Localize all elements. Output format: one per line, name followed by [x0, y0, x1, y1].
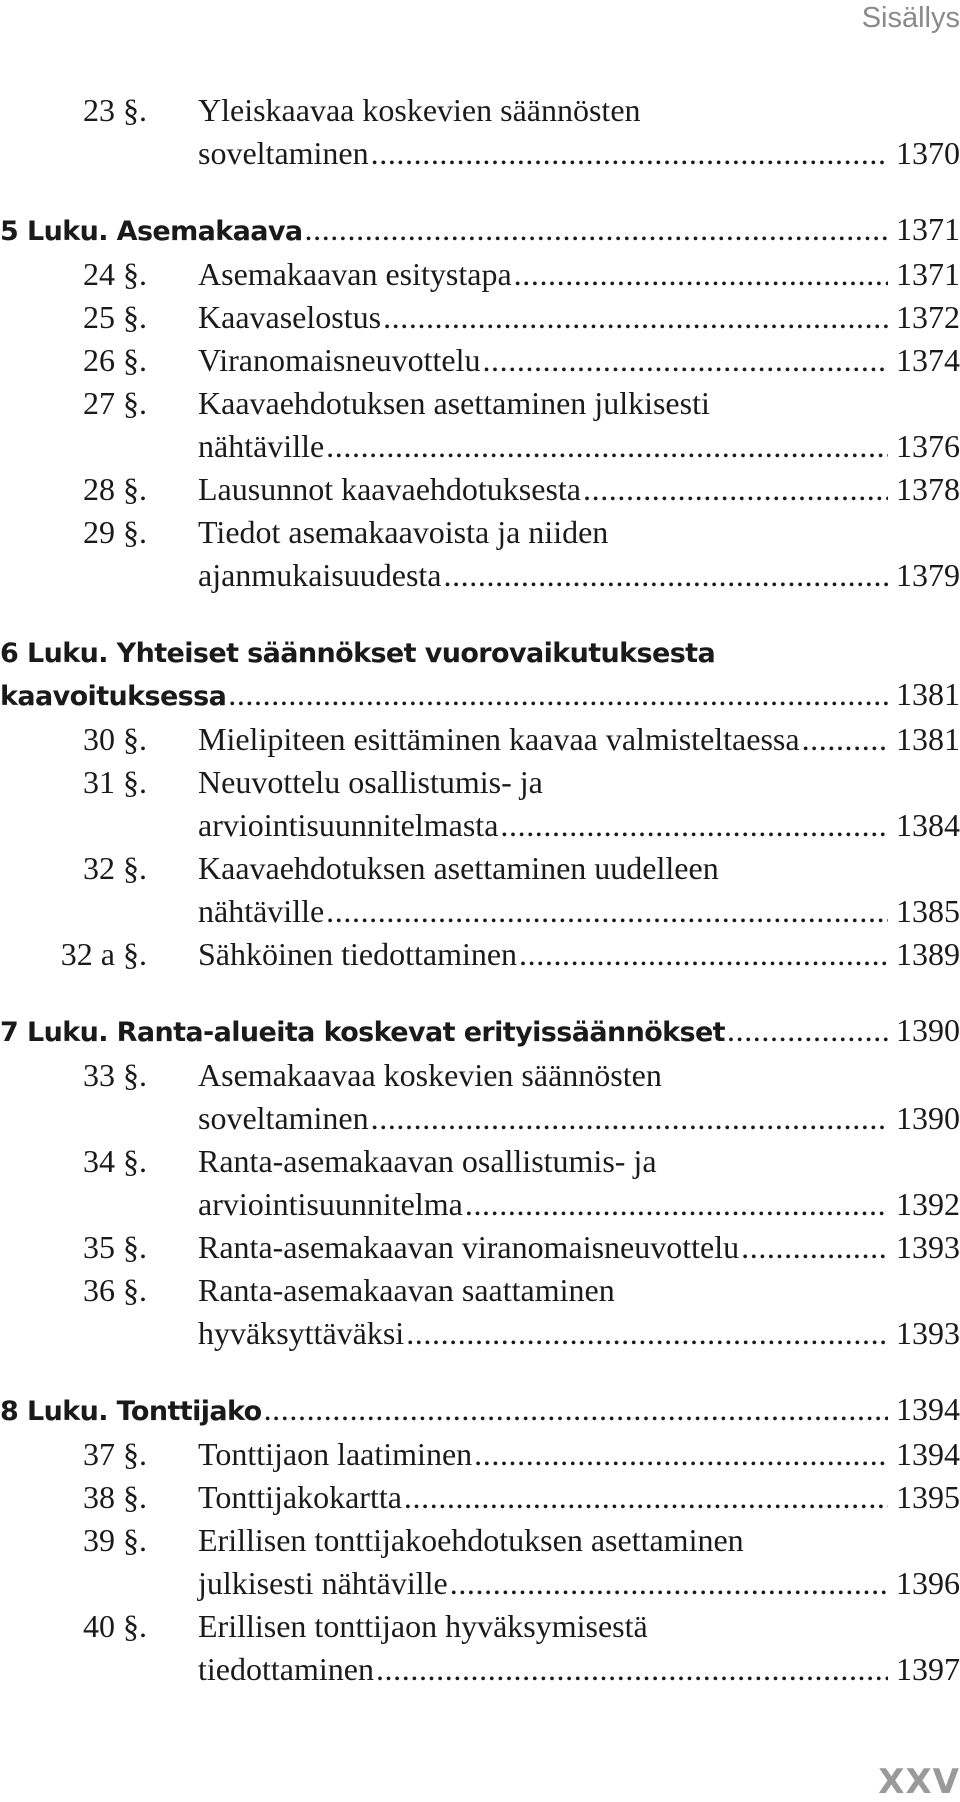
- section-title: Yleiskaavaa koskevien säännösten: [198, 92, 641, 128]
- toc-entry-34-cont[interactable]: [0, 1183, 960, 1226]
- section-title: Tonttijakokartta: [198, 1479, 402, 1515]
- dot-leader: [404, 1476, 888, 1519]
- section-title: Tonttijaon laatiminen: [198, 1436, 473, 1472]
- page-number: 1381: [896, 721, 960, 757]
- dot-leader: [500, 804, 888, 847]
- section-number: 23 §.: [83, 92, 147, 128]
- section-number: 32 §.: [83, 850, 147, 886]
- toc-entry-24[interactable]: [0, 253, 960, 296]
- page-number: 1371: [896, 211, 960, 247]
- table-of-contents: [0, 89, 960, 1691]
- section-number: 33 §.: [83, 1057, 147, 1093]
- section-title: Asemakaavaa koskevien säännösten: [198, 1057, 662, 1093]
- toc-entry-25[interactable]: [0, 296, 960, 339]
- section-title: Ranta-asemakaavan osallistumis- ja: [198, 1143, 657, 1179]
- page-number: 1393: [896, 1229, 960, 1265]
- dot-leader: [514, 253, 888, 296]
- section-title-cont: nähtäville: [198, 893, 325, 929]
- page-number: 1381: [896, 676, 960, 712]
- section-title: Asemakaavan esitystapa: [198, 256, 512, 292]
- section-title: Ranta-asemakaavan viranomaisneuvottelu: [198, 1229, 740, 1265]
- dot-leader: [371, 1097, 888, 1140]
- section-title: Kaavaehdotuksen asettaminen julkisesti: [198, 385, 710, 421]
- page-number: 1393: [896, 1315, 960, 1351]
- toc-entry-32-cont[interactable]: [0, 890, 960, 933]
- section-number: 27 §.: [83, 385, 147, 421]
- toc-entry-30[interactable]: [0, 718, 960, 761]
- chapter-title: 8 Luku. Tonttijako: [0, 1396, 262, 1427]
- dot-leader: [583, 468, 888, 511]
- section-number: 38 §.: [83, 1479, 147, 1515]
- running-header: Sisällys: [861, 2, 960, 34]
- dot-leader: [264, 1391, 888, 1428]
- toc-entry-34[interactable]: [0, 1140, 960, 1183]
- toc-chapter-7[interactable]: [0, 1011, 960, 1054]
- dot-leader: [482, 339, 888, 382]
- section-title-cont: arviointisuunnitelma: [198, 1186, 463, 1222]
- section-number: 24 §.: [83, 256, 147, 292]
- page-number: 1384: [896, 807, 960, 843]
- page-number-footer: XXV: [878, 1762, 960, 1802]
- toc-entry-26[interactable]: [0, 339, 960, 382]
- dot-leader: [376, 1648, 888, 1691]
- toc-chapter-6[interactable]: [0, 632, 960, 675]
- section-number: 34 §.: [83, 1143, 147, 1179]
- toc-entry-35[interactable]: [0, 1226, 960, 1269]
- page-number: 1396: [896, 1565, 960, 1601]
- dot-leader: [474, 1433, 888, 1476]
- section-title-cont: arviointisuunnitelmasta: [198, 807, 499, 843]
- page-number: 1371: [896, 256, 960, 292]
- section-title-cont: hyväksyttäväksi: [198, 1315, 405, 1351]
- page-number: 1394: [896, 1391, 960, 1427]
- chapter-title: 5 Luku. Asemakaava: [0, 216, 303, 247]
- page-number: 1392: [896, 1186, 960, 1222]
- toc-entry-39[interactable]: [0, 1519, 960, 1562]
- dot-leader: [727, 1012, 888, 1049]
- section-title: Viranomaisneuvottelu: [198, 342, 481, 378]
- page-number: 1397: [896, 1651, 960, 1687]
- section-number: 35 §.: [83, 1229, 147, 1265]
- toc-entry-29[interactable]: [0, 511, 960, 554]
- section-title: Lausunnot kaavaehdotuksesta: [198, 471, 581, 507]
- dot-leader: [326, 890, 888, 933]
- page-number: 1376: [896, 428, 960, 464]
- toc-chapter-8[interactable]: [0, 1390, 960, 1433]
- section-title: Tiedot asemakaavoista ja niiden: [198, 514, 609, 550]
- page-number: 1370: [896, 135, 960, 171]
- toc-entry-27[interactable]: [0, 382, 960, 425]
- dot-leader: [326, 425, 888, 468]
- page-number: 1390: [896, 1100, 960, 1136]
- toc-entry-40[interactable]: [0, 1605, 960, 1648]
- dot-leader: [228, 676, 888, 713]
- toc-entry-32[interactable]: [0, 847, 960, 890]
- toc-entry-37[interactable]: [0, 1433, 960, 1476]
- toc-entry-27-cont[interactable]: [0, 425, 960, 468]
- dot-leader: [465, 1183, 888, 1226]
- toc-entry-33[interactable]: [0, 1054, 960, 1097]
- toc-entry-32a[interactable]: [0, 933, 960, 976]
- toc-entry-36[interactable]: [0, 1269, 960, 1312]
- dot-leader: [305, 211, 889, 248]
- dot-leader: [406, 1312, 888, 1355]
- page-number: 1389: [896, 936, 960, 972]
- section-title-cont: nähtäville: [198, 428, 325, 464]
- section-number: 25 §.: [83, 299, 147, 335]
- dot-leader: [383, 296, 888, 339]
- section-number: 32 a §.: [60, 936, 147, 972]
- page-number: 1379: [896, 557, 960, 593]
- chapter-title: 7 Luku. Ranta-alueita koskevat erityissäännökset: [0, 1017, 725, 1048]
- page-number: 1374: [896, 342, 960, 378]
- section-number: 37 §.: [83, 1436, 147, 1472]
- section-title-cont: julkisesti nähtäville: [198, 1565, 448, 1601]
- section-title: Kaavaehdotuksen asettaminen uudelleen: [198, 850, 719, 886]
- toc-entry-39-cont[interactable]: [0, 1562, 960, 1605]
- section-title-cont: soveltaminen: [198, 135, 369, 171]
- dot-leader: [443, 554, 888, 597]
- page-number: 1394: [896, 1436, 960, 1472]
- section-number: 30 §.: [83, 721, 147, 757]
- toc-entry-33-cont[interactable]: [0, 1097, 960, 1140]
- page-number: 1385: [896, 893, 960, 929]
- toc-entry-31-cont[interactable]: [0, 804, 960, 847]
- section-title: Neuvottelu osallistumis- ja: [198, 764, 543, 800]
- dot-leader: [802, 718, 888, 761]
- toc-entry-38[interactable]: [0, 1476, 960, 1519]
- section-number: 31 §.: [83, 764, 147, 800]
- section-number: 36 §.: [83, 1272, 147, 1308]
- page-number: 1395: [896, 1479, 960, 1515]
- page-number: 1378: [896, 471, 960, 507]
- toc-entry-40-cont[interactable]: [0, 1648, 960, 1691]
- dot-leader: [371, 132, 888, 175]
- chapter-title-cont: kaavoituksessa: [0, 681, 227, 712]
- section-number: 26 §.: [83, 342, 147, 378]
- section-number: 29 §.: [83, 514, 147, 550]
- dot-leader: [519, 933, 888, 976]
- section-number: 39 §.: [83, 1522, 147, 1558]
- section-title: Erillisen tonttijakoehdotuksen asettaminen: [198, 1522, 744, 1558]
- section-title: Mielipiteen esittäminen kaavaa valmisteltaessa: [198, 721, 800, 757]
- section-title-cont: tiedottaminen: [198, 1651, 374, 1687]
- section-title: Ranta-asemakaavan saattaminen: [198, 1272, 615, 1308]
- section-title-cont: soveltaminen: [198, 1100, 369, 1136]
- section-title: Sähköinen tiedottaminen: [198, 936, 518, 972]
- page-number: 1390: [896, 1012, 960, 1048]
- toc-entry-31[interactable]: [0, 761, 960, 804]
- section-title: Erillisen tonttijaon hyväksymisestä: [198, 1608, 648, 1644]
- dot-leader: [741, 1226, 888, 1269]
- toc-entry-29-cont[interactable]: [0, 554, 960, 597]
- page-number: 1372: [896, 299, 960, 335]
- section-number: 40 §.: [83, 1608, 147, 1644]
- toc-entry-28[interactable]: [0, 468, 960, 511]
- dot-leader: [450, 1562, 888, 1605]
- section-number: 28 §.: [83, 471, 147, 507]
- section-title: Kaavaselostus: [198, 299, 382, 335]
- toc-entry-23[interactable]: [0, 89, 960, 132]
- toc-entry-36-cont[interactable]: [0, 1312, 960, 1355]
- toc-entry-23-cont[interactable]: [0, 132, 960, 175]
- chapter-title: 6 Luku. Yhteiset säännökset vuorovaikutuksesta: [0, 638, 716, 669]
- section-title-cont: ajanmukaisuudesta: [198, 557, 442, 593]
- toc-chapter-5[interactable]: [0, 210, 960, 253]
- toc-chapter-6-cont[interactable]: [0, 675, 960, 718]
